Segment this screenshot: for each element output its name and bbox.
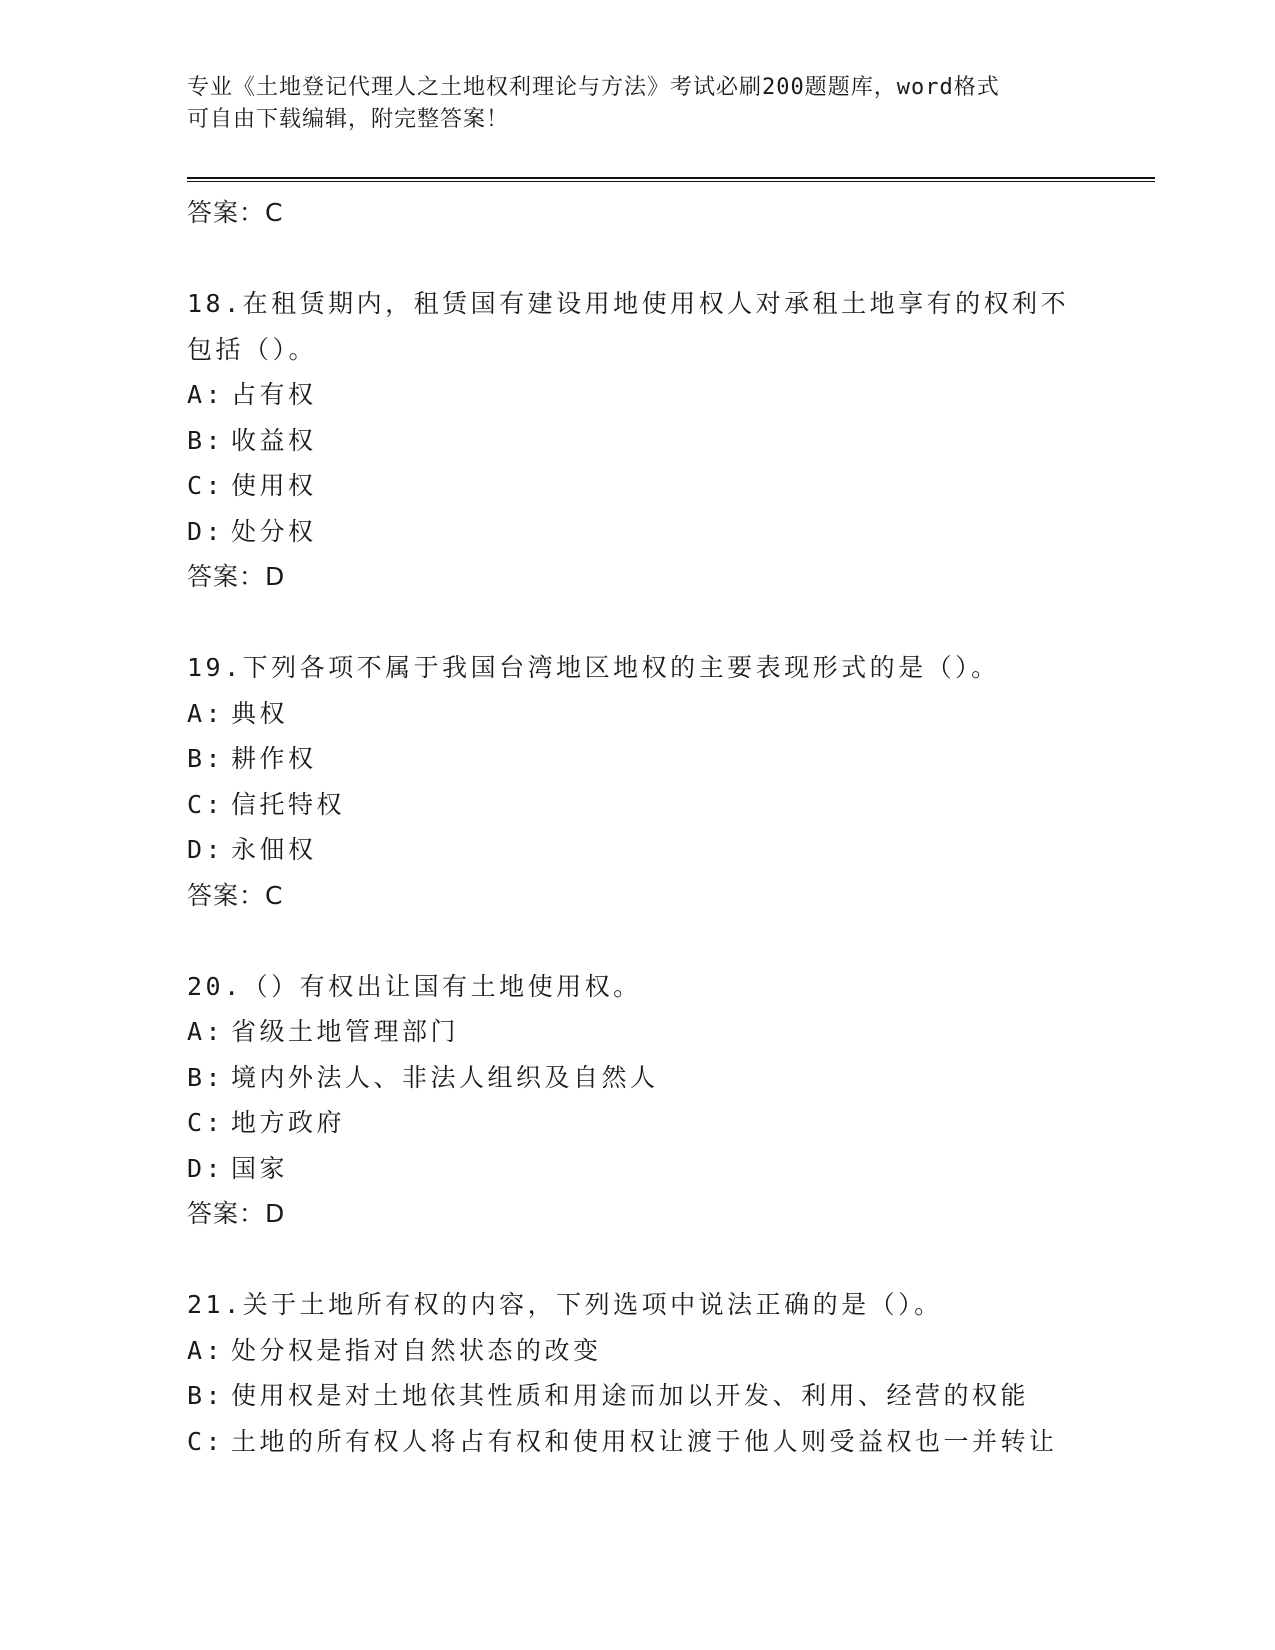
- option-a: [187, 691, 1087, 737]
- answer-value: D: [265, 562, 286, 591]
- answer-value: D: [265, 1199, 286, 1228]
- question-18: [187, 281, 1087, 600]
- answer-label: 答案：: [187, 198, 266, 227]
- answer-label: 答案：: [187, 1199, 266, 1228]
- spacer: [187, 236, 1087, 282]
- option-letter: B:: [187, 744, 225, 773]
- option-text: 国家: [231, 1153, 289, 1183]
- answer-line: [187, 190, 1087, 236]
- spacer: [187, 918, 1087, 964]
- answer-label: 答案：: [187, 562, 266, 591]
- option-c: [187, 1419, 1087, 1465]
- answer-line: [187, 554, 1087, 600]
- question-19: [187, 645, 1087, 918]
- question-stem: [187, 964, 1087, 1010]
- option-d: [187, 509, 1087, 555]
- question-text: 下列各项不属于我国台湾地区地权的主要表现形式的是（）。: [242, 653, 1000, 682]
- header-title-line-2: 可自由下载编辑，附完整答案！: [187, 107, 510, 132]
- header-divider-thin: [187, 181, 1155, 182]
- option-text: 处分权是指对自然状态的改变: [231, 1335, 602, 1365]
- answer-value: C: [265, 880, 284, 910]
- spacer: [187, 1237, 1087, 1283]
- question-number: 18.: [187, 289, 243, 318]
- question-stem-continued: 包括（）。: [187, 334, 318, 364]
- question-number: 21.: [187, 1290, 243, 1319]
- option-letter: C:: [187, 1108, 225, 1137]
- answer-label: 答案：: [187, 880, 266, 910]
- page-header: [187, 72, 1087, 136]
- option-a: [187, 372, 1087, 418]
- option-letter: D:: [187, 1153, 225, 1183]
- question-text: 在租赁期内，租赁国有建设用地使用权人对承租土地享有的权利不: [242, 289, 1070, 318]
- option-c: [187, 463, 1087, 509]
- option-letter: B:: [187, 1062, 225, 1092]
- option-letter: A:: [187, 698, 225, 728]
- question-number: 20.: [187, 971, 243, 1001]
- option-letter: A:: [187, 1335, 225, 1365]
- question-text: （）有权出让国有土地使用权。: [242, 971, 642, 1001]
- question-text: 关于土地所有权的内容，下列选项中说法正确的是（）。: [242, 1290, 943, 1319]
- option-letter: D:: [187, 516, 225, 546]
- option-b: [187, 418, 1087, 464]
- option-text: 使用权是对土地依其性质和用途而加以开发、利用、经营的权能: [231, 1381, 1030, 1410]
- option-letter: C:: [187, 471, 225, 500]
- option-b: [187, 736, 1087, 782]
- option-letter: A:: [187, 1017, 225, 1046]
- option-d: [187, 827, 1087, 873]
- option-c: [187, 782, 1087, 828]
- option-letter: B:: [187, 1381, 225, 1410]
- option-text: 境内外法人、非法人组织及自然人: [231, 1062, 659, 1092]
- question-list: [187, 190, 1087, 1464]
- question-21: [187, 1282, 1087, 1464]
- question-stem: [187, 281, 1087, 327]
- option-letter: A:: [187, 380, 225, 409]
- option-c: [187, 1100, 1087, 1146]
- option-text: 使用权: [231, 471, 317, 500]
- question-stem: [187, 645, 1087, 691]
- option-letter: C:: [187, 789, 225, 819]
- option-letter: D:: [187, 835, 225, 864]
- option-letter: B:: [187, 425, 225, 455]
- option-b: [187, 1373, 1087, 1419]
- option-a: [187, 1009, 1087, 1055]
- option-text: 处分权: [231, 516, 317, 546]
- header-title-line-1: 专业《土地登记代理人之土地权利理论与方法》考试必刷200题题库，word格式: [187, 75, 1000, 100]
- option-text: 土地的所有权人将占有权和使用权让渡于他人则受益权也一并转让: [231, 1426, 1058, 1456]
- header-divider-thick: [187, 177, 1155, 179]
- option-text: 永佃权: [231, 835, 317, 864]
- answer-line: [187, 1191, 1087, 1237]
- option-letter: C:: [187, 1426, 225, 1456]
- option-text: 占有权: [231, 380, 317, 409]
- option-text: 典权: [231, 698, 289, 728]
- question-number: 19.: [187, 653, 243, 682]
- spacer: [187, 600, 1087, 646]
- option-d: [187, 1146, 1087, 1192]
- option-text: 耕作权: [231, 744, 317, 773]
- option-text: 收益权: [231, 425, 317, 455]
- option-a: [187, 1328, 1087, 1374]
- option-text: 地方政府: [231, 1108, 346, 1137]
- option-b: [187, 1055, 1087, 1101]
- option-text: 信托特权: [231, 789, 346, 819]
- question-20: [187, 964, 1087, 1237]
- answer-value: C: [265, 198, 284, 227]
- option-text: 省级土地管理部门: [231, 1017, 460, 1046]
- question-stem: [187, 1282, 1087, 1328]
- answer-line: [187, 873, 1087, 919]
